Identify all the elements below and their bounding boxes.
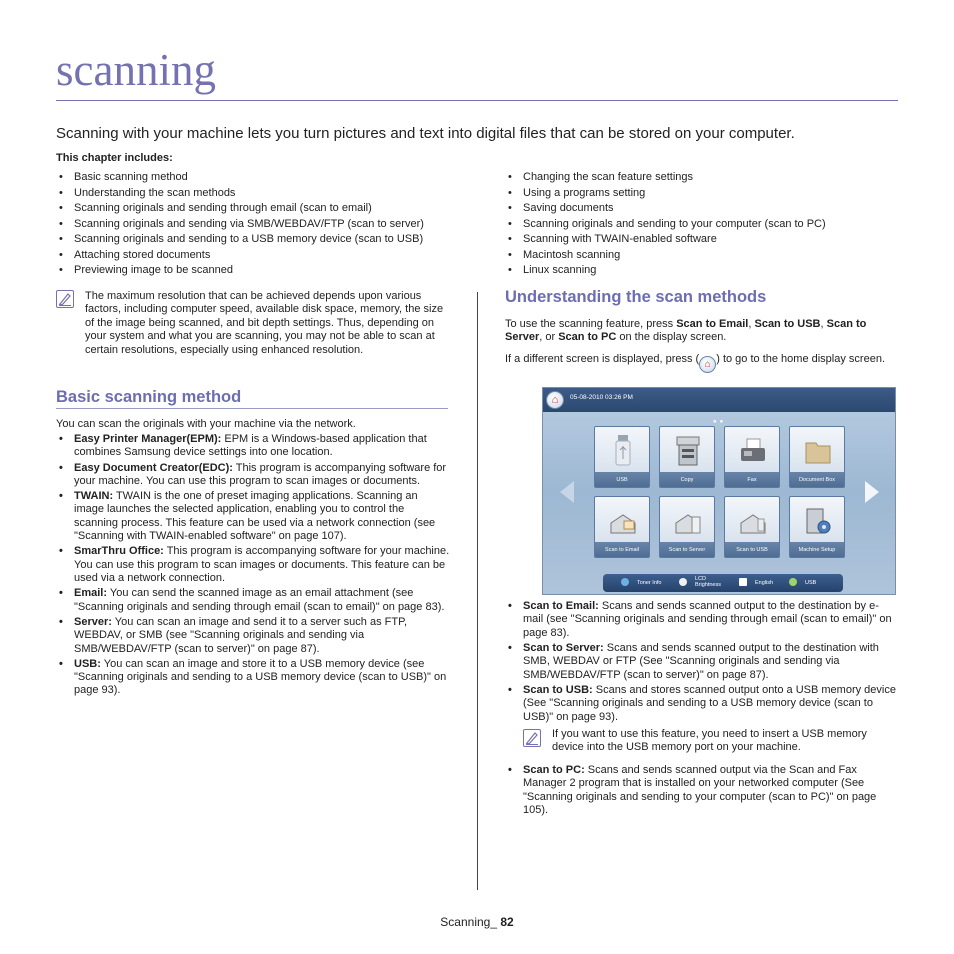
toc-item[interactable]: • Scanning originals and sending to your computer (scan to PC) xyxy=(505,218,826,234)
toc-item[interactable]: • Linux scanning xyxy=(505,264,826,280)
list-item: • Scan to Server: Scans and sends scanned output to the destination with SMB, WEBDAV or FTP (See "Scanning originals and sending via SMB/WEBDAV/FTP (scan to server)" on page 87). xyxy=(505,642,897,682)
toc-item[interactable]: • Scanning originals and sending through email (scan to email) xyxy=(56,202,424,218)
note-usb: If you want to use this feature, you need to insert a USB memory device into the USB memory port on your machine. xyxy=(552,728,867,754)
screen-status-bar xyxy=(543,388,896,412)
page-indicator: ●● xyxy=(713,419,727,425)
basic-methods-list xyxy=(56,433,450,700)
bar-usb[interactable]: USB xyxy=(805,580,817,586)
copier-icon xyxy=(674,433,702,467)
document-box-icon xyxy=(804,433,832,467)
usb-drive-icon xyxy=(609,433,637,467)
tile-usb[interactable]: USB xyxy=(594,426,650,488)
machine-setup-icon xyxy=(804,503,832,537)
tile-fax[interactable]: Fax xyxy=(724,426,780,488)
scan-to-usb-icon xyxy=(739,503,767,537)
bar-lcd-brightness[interactable]: LCD Brightness xyxy=(695,576,721,588)
toner-icon xyxy=(621,578,629,586)
includes-label: This chapter includes: xyxy=(56,152,173,164)
tile-scan-to-email[interactable]: Scan to Email xyxy=(594,496,650,558)
intro-paragraph: Scanning with your machine lets you turn pictures and text into digital files that can be stored on your computer. xyxy=(56,125,795,142)
scan-to-pc-list xyxy=(505,764,897,819)
tile-scan-to-server[interactable]: Scan to Server xyxy=(659,496,715,558)
scan-to-email-icon xyxy=(609,503,637,537)
bar-toner-info[interactable]: Toner Info xyxy=(637,580,662,586)
toc-item[interactable]: • Changing the scan feature settings xyxy=(505,171,826,187)
screen-datetime: 05-08-2010 03:26 PM xyxy=(570,394,633,401)
note-icon xyxy=(523,729,541,747)
arrow-left-icon[interactable] xyxy=(560,481,574,503)
toc-item[interactable]: • Using a programs setting xyxy=(505,187,826,203)
usb-icon xyxy=(789,578,797,586)
arrow-right-icon[interactable] xyxy=(865,481,879,503)
list-item: • Email: You can send the scanned image as an email attachment (see "Scanning originals and sending through email (scan to email)" on page 83). xyxy=(56,587,450,614)
toc-list-right xyxy=(505,171,826,280)
methods-intro: To use the scanning feature, press Scan to Email, Scan to USB, Scan to Server, or Scan to PC on the display screen. xyxy=(505,318,867,344)
scan-to-server-icon xyxy=(674,503,702,537)
tile-document-box[interactable]: Document Box xyxy=(789,426,845,488)
brightness-icon xyxy=(679,578,687,586)
toc-item[interactable]: • Saving documents xyxy=(505,202,826,218)
toc-list-left xyxy=(56,171,424,280)
list-item: • Easy Document Creator(EDC): This program is accompanying software for your machine. You can use this program to scan images or documents. xyxy=(56,462,450,489)
fax-icon xyxy=(739,433,767,467)
page-footer: Scanning_ 82 xyxy=(440,915,514,929)
page-number: 82 xyxy=(500,915,514,929)
section-divider xyxy=(56,408,448,409)
scan-methods-list xyxy=(505,600,897,726)
list-item: • USB: You can scan an image and store it to a USB memory device (see "Scanning originals and sending to a USB memory device (scan to USB)" on page 93). xyxy=(56,658,450,698)
list-item: • TWAIN: TWAIN is the one of preset imaging applications. Scanning an image launches the selected application, enabling you to control the scanning process. This feature can be used via a network connection (see "Scanning with TWAIN-enabled software" on page 107). xyxy=(56,490,450,544)
list-item: • Scan to USB: Scans and stores scanned output onto a USB memory device (See "Scanning originals and sending to a USB memory device (scan to USB)" on page 93). xyxy=(505,684,897,724)
home-icon: ⌂ xyxy=(699,356,716,373)
toc-item[interactable]: • Attaching stored documents xyxy=(56,249,424,265)
note-resolution: The maximum resolution that can be achieved depends upon various factors, including computer speed, available disk space, memory, the size of the image being scanned, and bit depth settings. Thus, depending on your system and what you are scanning, you may not be able to scan at certain resolutions, especially using enhanced resolution. xyxy=(85,290,444,356)
methods-home-hint: If a different screen is displayed, press ( ⌂ ) to go to the home display screen. xyxy=(505,351,885,373)
bar-english[interactable]: English xyxy=(755,580,774,586)
device-home-screen xyxy=(542,387,896,595)
section-heading-basic: Basic scanning method xyxy=(56,388,242,406)
basic-lead: You can scan the originals with your machine via the network. xyxy=(56,418,356,430)
toc-item[interactable]: • Macintosh scanning xyxy=(505,249,826,265)
toc-item[interactable]: • Previewing image to be scanned xyxy=(56,264,424,280)
toc-item[interactable]: • Basic scanning method xyxy=(56,171,424,187)
tile-copy[interactable]: Copy xyxy=(659,426,715,488)
title-divider xyxy=(56,100,898,101)
section-heading-methods: Understanding the scan methods xyxy=(505,288,767,306)
toc-item[interactable]: • Understanding the scan methods xyxy=(56,187,424,203)
toc-item[interactable]: • Scanning with TWAIN-enabled software xyxy=(505,233,826,249)
tile-scan-to-usb[interactable]: Scan to USB xyxy=(724,496,780,558)
list-item: • SmarThru Office: This program is accompanying software for your machine. You can use this program to scan images or documents. This feature can be used via a network connection. xyxy=(56,545,450,585)
page-title: scanning xyxy=(56,45,216,95)
list-item: • Scan to PC: Scans and sends scanned output via the Scan and Fax Manager 2 program that is installed on your networked computer (See "Scanning originals and sending to your computer (scan to PC)" on page 105). xyxy=(505,764,897,818)
list-item: • Scan to Email: Scans and sends scanned output to the destination by e-mail (see "Scanning originals and sending through email (scan to email)" on page 83). xyxy=(505,600,897,640)
list-item: • Easy Printer Manager(EPM): EPM is a Windows-based application that combines Samsung device settings into one location. xyxy=(56,433,450,460)
tile-machine-setup[interactable]: Machine Setup xyxy=(789,496,845,558)
home-icon[interactable]: ⌂ xyxy=(546,391,564,409)
screen-bottom-bar xyxy=(603,574,843,592)
column-divider xyxy=(477,292,478,890)
list-item: • Server: You can scan an image and send it to a server such as FTP, WEBDAV, or SMB (see "Scanning originals and sending via SMB/WEBDAV/FTP (scan to server)" on page 87). xyxy=(56,616,450,656)
toc-item[interactable]: • Scanning originals and sending via SMB/WEBDAV/FTP (scan to server) xyxy=(56,218,424,234)
toc-item[interactable]: • Scanning originals and sending to a USB memory device (scan to USB) xyxy=(56,233,424,249)
note-icon xyxy=(56,290,74,308)
language-icon xyxy=(739,578,747,586)
